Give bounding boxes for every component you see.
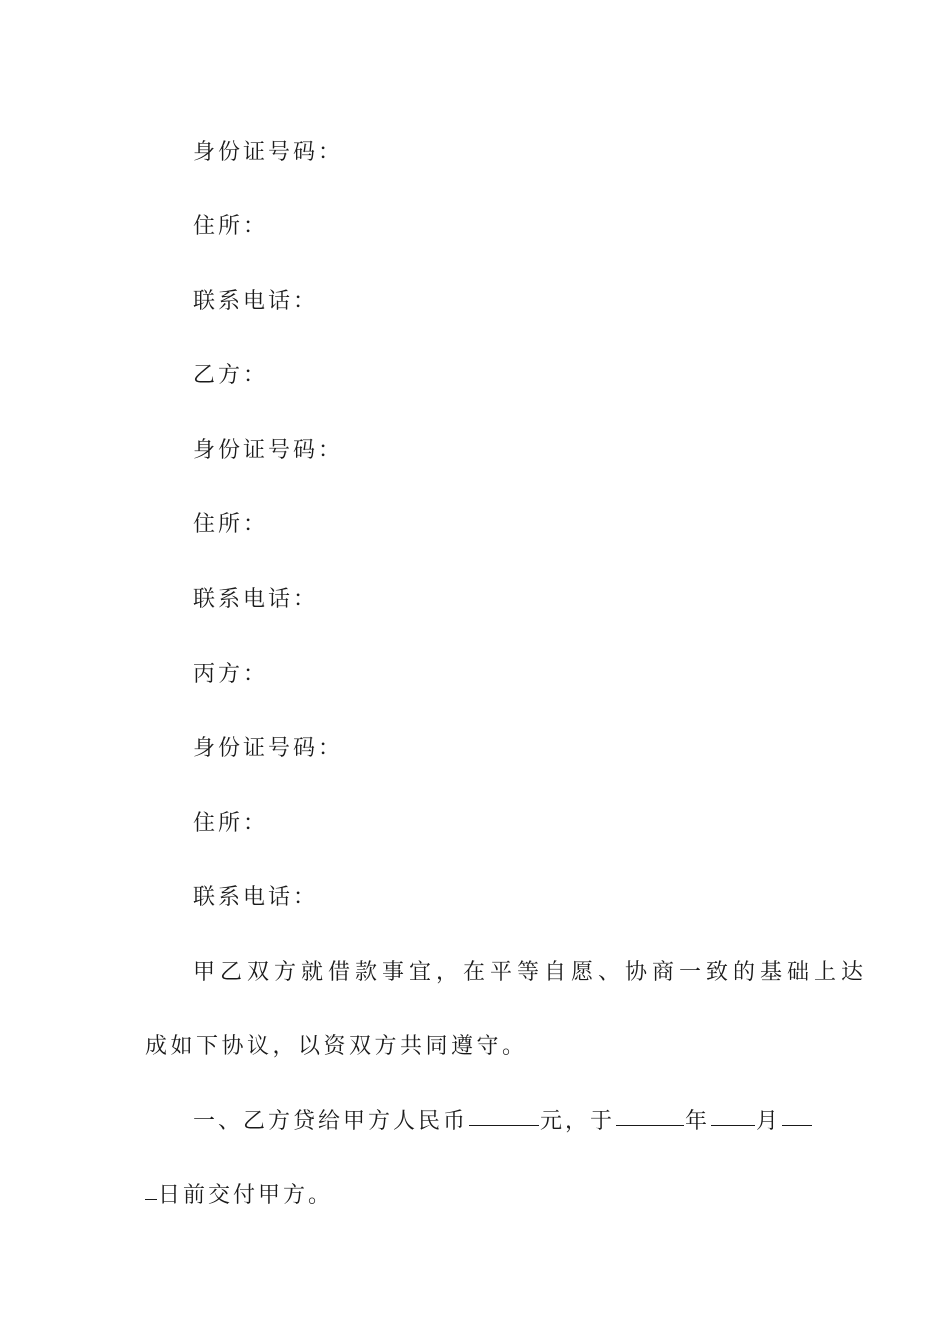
party-c-address-label: 住所：	[193, 811, 269, 836]
day-blank-start[interactable]	[782, 1124, 812, 1126]
year-blank[interactable]	[616, 1124, 684, 1126]
clause-1-part-1: 一、乙方贷给甲方人民币	[193, 1109, 469, 1134]
clause-1-line-1	[193, 1107, 810, 1137]
party-c-label: 丙方：	[193, 662, 269, 687]
party-b-phone-label: 联系电话：	[193, 587, 319, 612]
party-b-id-label: 身份证号码：	[193, 438, 344, 463]
clause-1-part-3: 年	[685, 1109, 711, 1134]
party-c-id-label: 身份证号码：	[193, 736, 344, 761]
party-c-phone-label: 联系电话：	[193, 885, 319, 910]
party-a-id-label: 身份证号码：	[193, 140, 344, 165]
clause-1-part-2: 元，于	[540, 1109, 616, 1134]
party-a-address-label: 住所：	[193, 214, 269, 239]
month-blank[interactable]	[711, 1124, 755, 1126]
clause-1-part-5: 日前交付甲方。	[158, 1183, 334, 1208]
party-b-label: 乙方：	[193, 363, 269, 388]
party-b-address-label: 住所：	[193, 512, 269, 537]
intro-line-1: 甲乙双方就借款事宜，在平等自愿、协商一致的基础上达	[193, 960, 869, 985]
party-a-phone-label: 联系电话：	[193, 289, 319, 314]
intro-line-2: 成如下协议，以资双方共同遵守。	[145, 1034, 528, 1059]
amount-blank[interactable]	[469, 1124, 539, 1126]
day-blank-end[interactable]	[145, 1198, 157, 1200]
clause-1-part-4: 月	[756, 1109, 782, 1134]
clause-1-line-2	[145, 1181, 810, 1211]
